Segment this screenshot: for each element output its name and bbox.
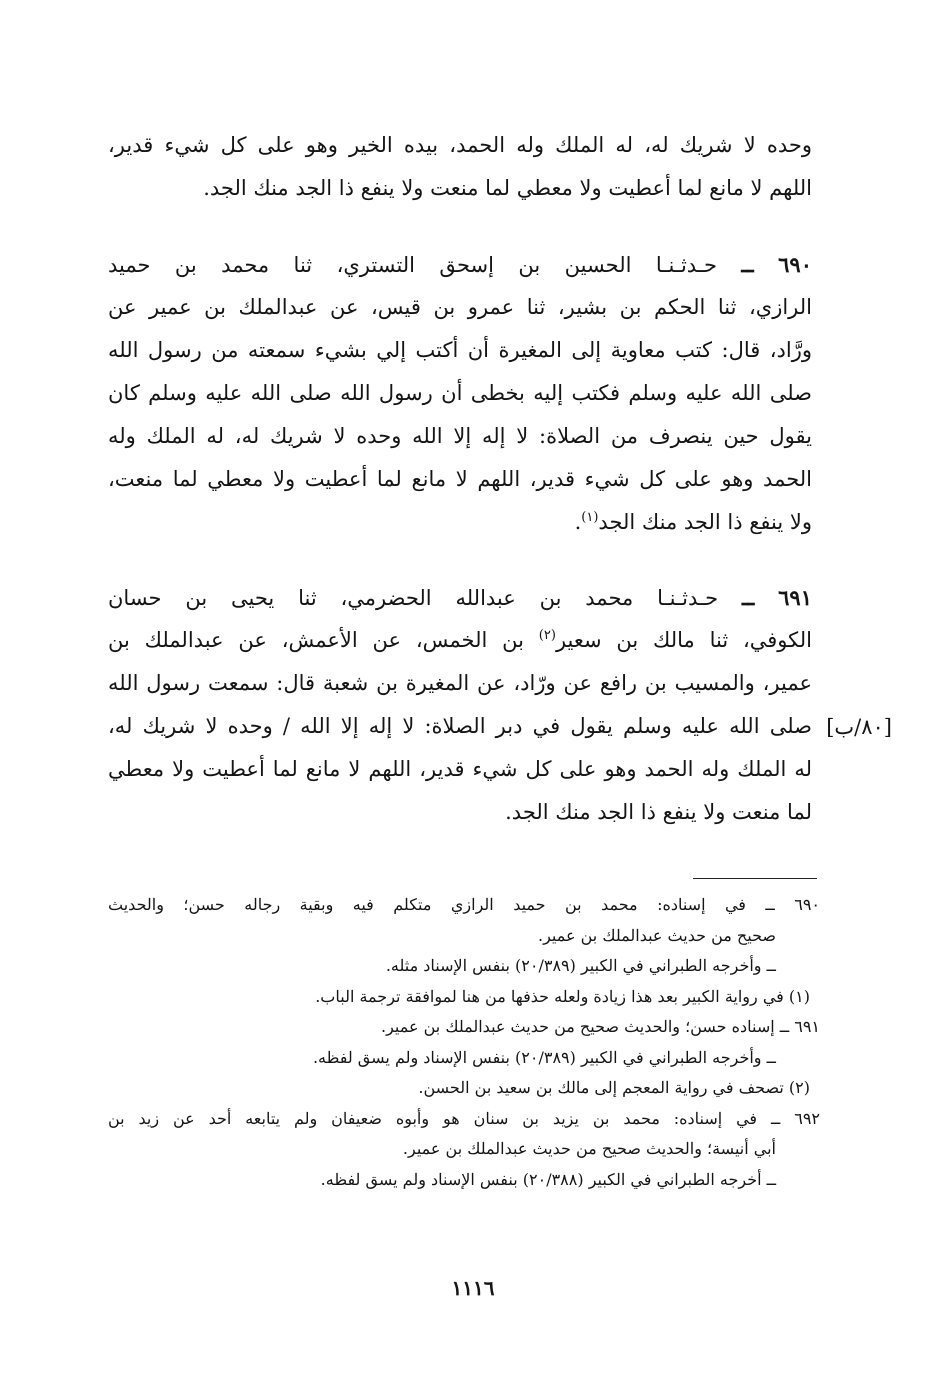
continuation-paragraph [108, 124, 812, 210]
hadith-first-line [108, 243, 812, 286]
footnote-line: ٦٩١ ــ إسناده حسن؛ والحديث صحيح من حديث عبدالملك بن عمير. [380, 1017, 820, 1036]
footnote-line: (٢) تصحف في رواية المعجم إلى مالك بن سعيد بن الحسن. [418, 1078, 810, 1097]
hadith-dash: ــ [741, 252, 754, 277]
hadith-dash: ــ [742, 585, 755, 610]
text-line: له الملك وله الحمد وهو على كل شيء قدير، اللهم لا مانع لما أعطيت ولا معطي [108, 757, 812, 781]
text-segment: . [574, 510, 582, 534]
footnote-line: ٦٩٢ ــ في إسناده: محمد بن يزيد بن سنان هو وأبوه ضعيفان ولم يتابعه أحد عن زيد بن [108, 1108, 821, 1128]
text-line [108, 619, 812, 662]
footnote-line: (١) في رواية الكبير بعد هذا زيادة ولعله حذفها من هنا لموافقة ترجمة الباب. [315, 986, 810, 1006]
footnote-line: أبي أنيسة؛ والحديث صحيح من حديث عبدالملك بن عمير. [402, 1139, 776, 1158]
footnote-marker: (١) [581, 510, 599, 525]
text-line: وحده لا شريك له، له الملك وله الحمد، بيده الخير وهو على كل شيء قدير، [108, 133, 812, 157]
hadith-691 [108, 576, 812, 834]
text-segment: الحسين بن إسحق التستري، ثنا محمد بن حميد [108, 253, 632, 277]
text-segment: محمد بن عبدالله الحضرمي، ثنا يحيى بن حسان [108, 586, 634, 610]
text-line: الحمد وهو على كل شيء قدير، اللهم لا مانع لما أعطيت ولا معطي لما منعت، [108, 467, 812, 491]
text-line: صلى الله عليه وسلم فكتب إليه بخطى أن رسول الله صلى الله عليه وسلم كان [108, 381, 812, 405]
text-line: الرازي، ثنا الحكم بن بشير، ثنا عمرو بن قيس، عن عبدالملك بن عمير عن [108, 295, 812, 319]
hadith-last-line [108, 501, 812, 544]
text-line: اللهم لا مانع لما أعطيت ولا معطي لما منعت ولا ينفع ذا الجد منك الجد. [203, 176, 812, 200]
text-line: ورَّاد، قال: كتب معاوية إلى المغيرة أن أكتب إلي بشيء سمعته من رسول الله [108, 338, 812, 362]
text-segment: ولا ينفع ذا الجد منك الجد [598, 510, 812, 534]
footnote-line: ٦٩٠ ــ في إسناده: محمد بن حميد الرازي متكلم فيه وبقية رجاله حسن؛ والحديث [108, 895, 820, 914]
text-segment: بن الخمس، عن الأعمش، عن عبدالملك بن [108, 628, 539, 652]
hadith-690 [108, 243, 812, 544]
hadith-number: ٦٩٠ [778, 252, 812, 277]
footnote-marker: (٢) [538, 628, 556, 643]
footnote-line: ــ أخرجه الطبراني في الكبير (٢٠/٣٨٨) بنفس الإسناد ولم يسق لفظه. [320, 1169, 776, 1189]
haddathana-word: حـدثـنـا [655, 253, 717, 277]
footnote-separator [693, 878, 817, 879]
haddathana-word: حـدثـنـا [657, 586, 719, 610]
manuscript-folio-marker: [٨٠/ب] [826, 715, 892, 739]
text-line: صلى الله عليه وسلم يقول في دبر الصلاة: لا إله إلا الله / وحده لا شريك له، [108, 714, 812, 738]
hadith-number: ٦٩١ [778, 585, 812, 610]
footnote-line: ــ وأخرجه الطبراني في الكبير (٢٠/٣٨٩) بنفس الإسناد مثله. [385, 956, 776, 975]
footnotes [108, 890, 820, 1195]
footnote-line: ــ وأخرجه الطبراني في الكبير (٢٠/٣٨٩) بنفس الإسناد ولم يسق لفظه. [312, 1047, 776, 1067]
text-segment: الكوفي، ثنا مالك بن سعير [555, 628, 812, 652]
text-line: يقول حين ينصرف من الصلاة: لا إله إلا الله وحده لا شريك له، له الملك وله [108, 424, 812, 448]
text-line: عمير، والمسيب بن رافع عن ورّاد، عن المغيرة بن شعبة قال: سمعت رسول الله [108, 671, 812, 695]
footnote-line: صحيح من حديث عبدالملك بن عمير. [538, 925, 776, 945]
page-number: ١١١٦ [451, 1276, 495, 1300]
text-line: لما منعت ولا ينفع ذا الجد منك الجد. [505, 800, 812, 824]
hadith-first-line [108, 576, 812, 619]
